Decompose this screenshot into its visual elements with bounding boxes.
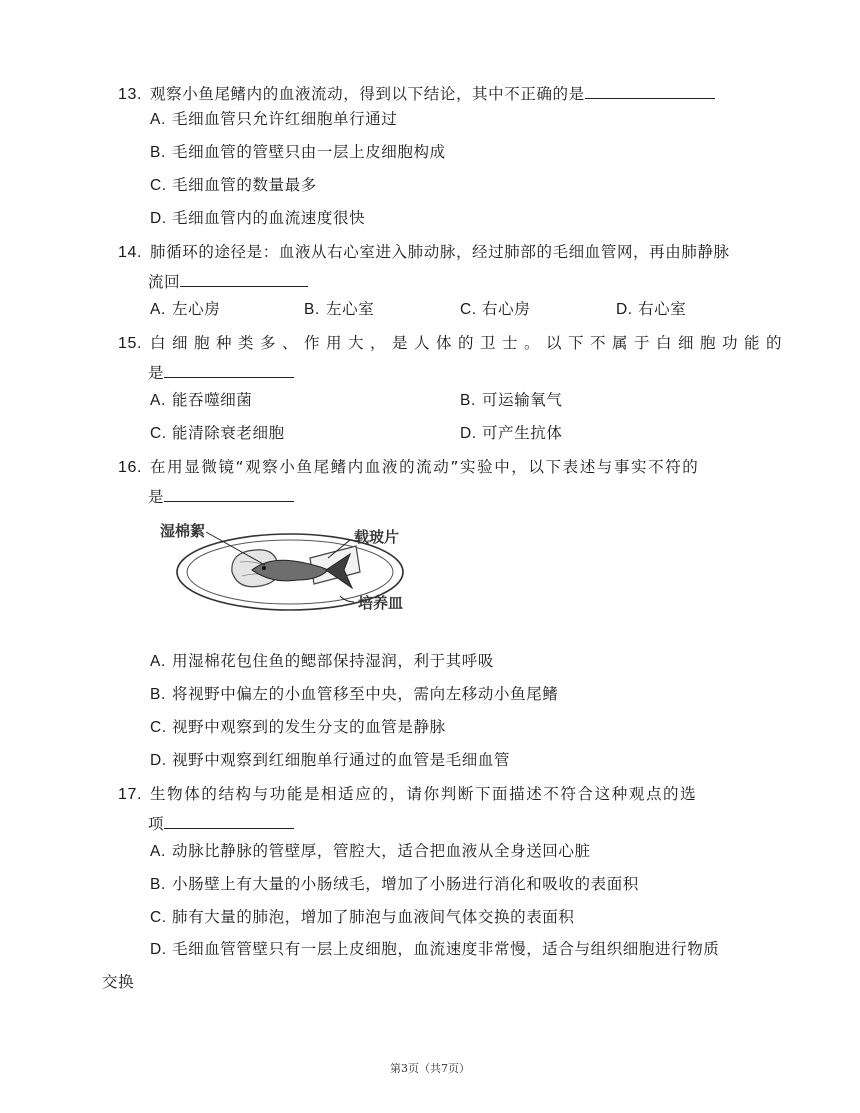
answer-blank[interactable] [164, 812, 294, 829]
question-16-stem: 16. 在用显微镜“观察小鱼尾鳍内血液的流动”实验中，以下表述与事实不符的 [118, 458, 700, 476]
option-c: C. 视野中观察到的发生分支的血管是静脉 [150, 718, 446, 736]
question-13-stem: 13. 观察小鱼尾鳍内的血液流动，得到以下结论，其中不正确的是 [118, 82, 715, 105]
option-a: A. 动脉比静脉的管壁厚，管腔大，适合把血液从全身送回心脏 [150, 842, 591, 860]
question-number: 14. [118, 244, 143, 261]
question-15-stem: 15. 白细胞种类多、作用大，是人体的卫士。以下不属于白细胞功能的 [118, 334, 789, 352]
question-17-stem-cont: 项 [148, 812, 294, 834]
option-c: C. 毛细血管的数量最多 [150, 176, 317, 194]
option-a: A. 能吞噬细菌 [150, 391, 253, 409]
option-d: D. 可产生抗体 [460, 424, 563, 442]
option-c: C. 右心房 [460, 300, 531, 318]
question-17-stem: 17. 生物体的结构与功能是相适应的，请你判断下面描述不符合这种观点的选 [118, 785, 698, 803]
question-15-stem-cont: 是 [148, 361, 294, 383]
fish-dish-figure [160, 510, 440, 620]
page-footer: 第3页（共7页） [390, 1062, 470, 1075]
question-number: 16. [118, 459, 143, 476]
option-d: D. 毛细血管管壁只有一层上皮细胞，血流速度非常慢，适合与组织细胞进行物质 [150, 940, 720, 958]
option-b: B. 可运输氧气 [460, 391, 563, 409]
label-petri-dish: 培养皿 [358, 594, 404, 612]
answer-blank[interactable] [180, 270, 308, 287]
question-14-stem-cont: 流回 [148, 270, 308, 292]
option-b: B. 小肠壁上有大量的小肠绒毛，增加了小肠进行消化和吸收的表面积 [150, 875, 639, 893]
question-number: 17. [118, 786, 143, 803]
question-number: 15. [118, 335, 143, 352]
label-wet-cotton: 湿棉絮 [160, 522, 206, 540]
answer-blank[interactable] [585, 82, 715, 99]
question-16-stem-cont: 是 [148, 485, 294, 507]
option-d: D. 视野中观察到红细胞单行通过的血管是毛细血管 [150, 751, 511, 769]
label-glass-slide: 载玻片 [354, 528, 400, 546]
option-b: B. 将视野中偏左的小血管移至中央，需向左移动小鱼尾鳍 [150, 685, 559, 703]
question-number: 13. [118, 86, 143, 103]
option-d: D. 毛细血管内的血流速度很快 [150, 209, 366, 227]
option-b: B. 毛细血管的管壁只由一层上皮细胞构成 [150, 143, 446, 161]
option-d: D. 右心室 [616, 300, 687, 318]
option-d-continuation: 交换 [102, 973, 135, 991]
option-c: C. 能清除衰老细胞 [150, 424, 285, 442]
answer-blank[interactable] [164, 485, 294, 502]
option-a: A. 左心房 [150, 300, 221, 318]
option-b: B. 左心室 [304, 300, 375, 318]
option-c: C. 肺有大量的肺泡，增加了肺泡与血液间气体交换的表面积 [150, 908, 575, 926]
question-14-stem: 14. 肺循环的途径是：血液从右心室进入肺动脉，经过肺部的毛细血管网，再由肺静脉 [118, 243, 730, 261]
option-a: A. 毛细血管只允许红细胞单行通过 [150, 110, 398, 128]
option-a: A. 用湿棉花包住鱼的鳃部保持湿润，利于其呼吸 [150, 652, 495, 670]
answer-blank[interactable] [164, 361, 294, 378]
